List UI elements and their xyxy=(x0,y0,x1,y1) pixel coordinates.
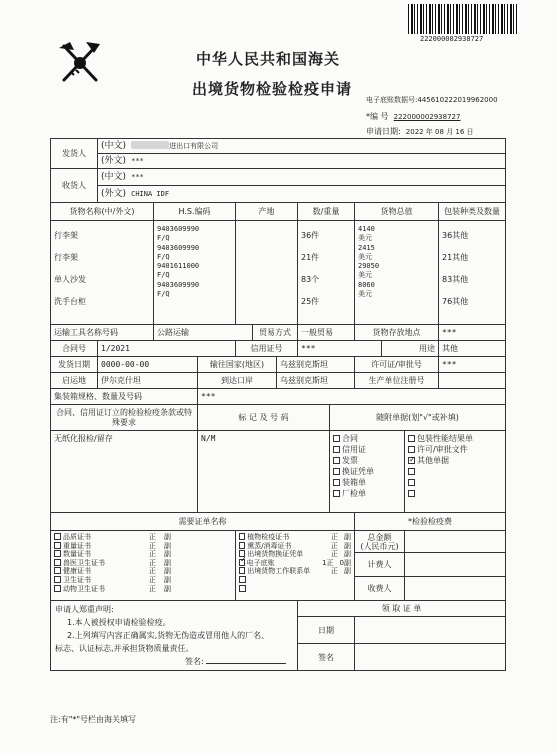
receive-header: 领 取 证 单 xyxy=(298,601,506,617)
storage-value: *** xyxy=(439,325,506,341)
calc-value xyxy=(405,553,506,577)
depart-label: 启运地 xyxy=(51,373,98,389)
receive-sign-label: 签名 xyxy=(298,644,355,671)
total-unit: (人民币元) xyxy=(360,541,399,551)
cert-item xyxy=(54,567,232,576)
attached-doc-label: 许可/审批文件 xyxy=(417,445,468,454)
declaration-title: 申请人郑重声明: xyxy=(55,605,114,614)
checkbox[interactable] xyxy=(54,542,61,549)
goods-hs-cell xyxy=(154,221,236,325)
fee-header: *检验检疫费 xyxy=(355,513,506,531)
declaration-sign-line[interactable] xyxy=(206,663,286,664)
goods-value: 4140 xyxy=(358,225,375,233)
goods-value: 29050 xyxy=(358,262,380,271)
receive-date-label: 日期 xyxy=(298,617,355,644)
cert-label: 品质证书 xyxy=(63,533,91,541)
footer-note: 注:有"*"号栏由海关填写 xyxy=(50,715,137,724)
dest-country-value: 乌兹别克斯坦 xyxy=(277,357,355,373)
goods-qty: 25件 xyxy=(301,297,320,306)
cert-copy-fu: 副 xyxy=(164,541,171,550)
attached-doc-item xyxy=(408,433,502,444)
apply-date xyxy=(366,126,474,137)
marks-header: 标 记 及 号 码 xyxy=(198,405,330,431)
cert-label: 动物卫生证书 xyxy=(63,584,105,593)
producer-label: 生产单位注册号 xyxy=(355,373,439,389)
ebill-label: 电子底账数据号: xyxy=(366,96,418,104)
cert-copy-zheng: 1正 xyxy=(322,558,334,567)
shipper-en-row xyxy=(98,154,506,169)
consignee-cn-row xyxy=(98,169,506,186)
checkbox[interactable] xyxy=(54,550,61,557)
checkbox[interactable] xyxy=(333,468,340,475)
cert-label: 健康证书 xyxy=(63,567,91,576)
trade-mode-value: 一般贸易 xyxy=(298,325,355,341)
arrive-value: 乌兹别克斯坦 xyxy=(277,373,355,389)
receive-sign-value[interactable] xyxy=(355,644,506,671)
attached-doc-label: 换证凭单 xyxy=(342,467,374,476)
goods-origin-cell xyxy=(236,221,298,325)
checkbox[interactable] xyxy=(54,559,61,566)
attached-doc-label: 信用证 xyxy=(342,445,366,454)
cert-copy-zheng: 正 xyxy=(331,567,338,576)
attached-doc-item xyxy=(408,466,502,477)
cert-label: 兽医卫生证书 xyxy=(63,558,105,567)
use-label: 用途 xyxy=(382,341,439,357)
permit-value: *** xyxy=(439,357,506,373)
attached-doc-label: 装箱单 xyxy=(342,478,366,487)
goods-currency: 美元 xyxy=(358,271,372,280)
cert-copy-zheng: 正 xyxy=(149,541,156,550)
declaration-cell xyxy=(51,601,298,671)
collect-label: 收费人 xyxy=(355,577,405,601)
checkbox[interactable] xyxy=(239,576,246,583)
contract-value: 1/2021 xyxy=(98,341,236,357)
attached-doc-item xyxy=(333,433,401,444)
checkbox[interactable] xyxy=(54,533,61,540)
calc-label: 计费人 xyxy=(355,553,405,577)
cert-label: 数量证书 xyxy=(63,550,91,559)
lc-value: *** xyxy=(298,341,382,357)
cert-item xyxy=(54,533,232,542)
trade-mode-label: 贸易方式 xyxy=(253,325,298,341)
cert-label: 熏蒸/消毒证书 xyxy=(247,541,292,550)
cert-copy-zheng: 正 xyxy=(149,550,156,559)
declaration-line2: 2.上列填写内容正确属实,货物无伪造或冒用他人的厂名、 xyxy=(67,631,270,640)
title-sub: 出境货物检验检疫申请 xyxy=(192,80,353,98)
shipper-cn-row xyxy=(98,139,506,154)
checkbox[interactable] xyxy=(54,585,61,592)
cert-copy-zheng: 正 xyxy=(149,558,156,567)
depart-value: 伊尔克什坦 xyxy=(98,373,198,389)
goods-pack: 83其他 xyxy=(442,275,469,284)
attached-doc-item xyxy=(333,477,401,488)
goods-qty: 36件 xyxy=(301,231,320,240)
shipper-label: 发货人 xyxy=(51,139,98,169)
arrive-label: 到达口岸 xyxy=(198,373,277,389)
total-amount-value xyxy=(405,531,506,553)
checkbox[interactable] xyxy=(333,435,340,442)
goods-currency: 美元 xyxy=(358,234,372,243)
hs-code: 9403609990 xyxy=(157,243,200,252)
declaration-line1: 1.本人被授权申请检验检疫。 xyxy=(67,618,171,627)
receive-date-value[interactable] xyxy=(355,617,506,644)
checkbox[interactable] xyxy=(408,446,415,453)
cert-copy-zheng: 正 xyxy=(149,533,156,541)
checkbox[interactable] xyxy=(239,542,245,549)
attached-doc-item xyxy=(408,477,502,488)
cert-copy-fu: 副 xyxy=(164,550,171,559)
application-table xyxy=(50,138,506,671)
goods-header-value: 货物总值 xyxy=(355,203,439,221)
cert-item xyxy=(239,542,351,551)
goods-header-pack: 包装种类及数量 xyxy=(439,203,506,221)
ebill-number xyxy=(366,95,498,105)
cert-label: 植物检疫证书 xyxy=(247,533,290,541)
cert-copy-fu: 副 xyxy=(344,533,351,541)
cert-copy-fu: 副 xyxy=(344,550,351,559)
cert-copy-fu: 副 xyxy=(344,541,351,550)
checkbox[interactable] xyxy=(408,435,415,442)
redacted-block xyxy=(131,141,169,149)
consignee-label: 收货人 xyxy=(51,169,98,203)
cert-item xyxy=(239,550,351,559)
goods-name: 洗手台柜 xyxy=(54,297,86,306)
goods-name: 单人沙发 xyxy=(54,275,86,284)
consignee-en-value: CHINA IDF xyxy=(131,189,170,198)
cert-copy-fu: 副 xyxy=(164,533,171,541)
serial-label: *编 号 xyxy=(366,112,389,121)
terms-value: 无纸化报检/留存 xyxy=(51,431,198,513)
apply-date-value: 2022 年 08 月 16 日 xyxy=(405,128,474,136)
attached-doc-item xyxy=(333,455,401,466)
total-label: 总金额 xyxy=(367,532,392,542)
hs-code-suffix: F/Q xyxy=(157,252,170,261)
cert-item xyxy=(54,585,232,594)
checkbox-checked[interactable] xyxy=(239,559,245,566)
cert-item xyxy=(239,585,351,594)
cert-copy-zheng: 正 xyxy=(149,567,156,576)
certs-header: 需要证单名称 xyxy=(51,513,355,531)
docs-right-list xyxy=(405,431,506,513)
checkbox[interactable] xyxy=(408,479,415,486)
goods-value: 2415 xyxy=(358,243,375,252)
attached-doc-item xyxy=(408,444,502,455)
barcode xyxy=(408,4,518,34)
hs-code-suffix: F/Q xyxy=(157,290,170,299)
goods-value-cell xyxy=(355,221,439,325)
goods-names-cell xyxy=(51,221,154,325)
consignee-cn-label: (中文) xyxy=(101,171,127,182)
hs-code-suffix: F/Q xyxy=(157,234,170,243)
cert-item xyxy=(239,567,351,576)
lc-label: 信用证号 xyxy=(236,341,298,357)
attached-doc-label: 厂检单 xyxy=(342,489,366,498)
goods-pack-cell xyxy=(439,221,506,325)
docs-header: 随附单据(划"√"或补填) xyxy=(330,405,506,431)
storage-label: 货物存放地点 xyxy=(355,325,439,341)
hs-code: 9403609990 xyxy=(157,280,200,289)
attached-doc-item xyxy=(333,444,401,455)
terms-header: 合同、信用证订立的检验检疫条款或特殊要求 xyxy=(51,405,198,431)
cert-copy-fu: 副 xyxy=(164,567,171,576)
contract-label: 合同号 xyxy=(51,341,98,357)
container-label: 集装箱规格、数量及号码 xyxy=(51,389,198,405)
shipper-cn-value: 进出口有限公司 xyxy=(169,141,219,150)
total-amount-label xyxy=(355,531,405,553)
attached-doc-label: 发票 xyxy=(342,456,358,465)
goods-pack: 76其他 xyxy=(442,297,469,306)
goods-header-hs: H.S.编码 xyxy=(154,203,236,221)
cert-copy-zheng: 正 xyxy=(149,575,156,584)
certs-left-list xyxy=(51,531,236,601)
cert-copy-zheng: 正 xyxy=(331,541,338,550)
goods-name: 行李架 xyxy=(54,253,78,262)
checkbox-checked[interactable] xyxy=(408,457,415,464)
cert-label: 出境货物换证凭单 xyxy=(247,550,304,559)
cert-label: 重量证书 xyxy=(63,541,91,550)
cert-item xyxy=(54,550,232,559)
serial-number xyxy=(366,111,460,122)
cert-item xyxy=(239,533,351,542)
goods-name: 行李架 xyxy=(54,231,78,240)
transport-tool-value: 公路运输 xyxy=(154,325,253,341)
attached-doc-item xyxy=(333,488,401,499)
checkbox[interactable] xyxy=(54,567,61,574)
goods-currency: 美元 xyxy=(358,252,372,261)
certs-right-list xyxy=(236,531,355,601)
cert-label: 电子底账 xyxy=(246,558,275,567)
goods-pack: 36其他 xyxy=(442,231,469,240)
ebill-value: 445610222019962000 xyxy=(417,96,498,104)
attached-doc-label: 其他单据 xyxy=(417,456,449,465)
ship-date-label: 发货日期 xyxy=(51,357,98,373)
hs-code-suffix: F/Q xyxy=(157,271,170,280)
checkbox[interactable] xyxy=(54,576,61,583)
barcode-number: 222000002938727 xyxy=(420,35,484,43)
cert-item xyxy=(54,576,232,585)
goods-pack: 21其他 xyxy=(442,253,469,262)
shipper-en-label: (外文) xyxy=(101,155,127,166)
checkbox[interactable] xyxy=(333,479,340,486)
cert-copy-fu: 副 xyxy=(164,584,171,593)
checkbox[interactable] xyxy=(408,490,415,497)
transport-tool-label: 运输工具名称号码 xyxy=(51,325,154,341)
cert-item xyxy=(239,576,351,585)
shipper-en-value: *** xyxy=(131,156,144,165)
hs-code: 9403609990 xyxy=(157,225,200,233)
permit-label: 许可证/审批号 xyxy=(355,357,439,373)
collect-value xyxy=(405,577,506,601)
goods-header-qty: 数/重量 xyxy=(298,203,355,221)
docs-left-list xyxy=(330,431,405,513)
goods-currency: 美元 xyxy=(358,290,372,299)
goods-header-origin: 产地 xyxy=(236,203,298,221)
checkbox[interactable] xyxy=(408,468,415,475)
hs-code: 9401611000 xyxy=(157,262,200,271)
use-value: 其他 xyxy=(439,341,506,357)
cert-copy-fu: 副 xyxy=(164,558,171,567)
cert-copy-zheng: 正 xyxy=(331,533,338,541)
apply-date-label: 申请日期: xyxy=(366,127,401,136)
cert-copy-zheng: 正 xyxy=(331,550,338,559)
checkbox[interactable] xyxy=(333,446,340,453)
cert-copy-fu: 副 xyxy=(344,567,351,576)
marks-value: N/M xyxy=(198,431,330,513)
cert-copy-fu: 0副 xyxy=(339,558,351,567)
serial-value: 222000002938727 xyxy=(393,113,461,121)
cert-label: 出境货物工作联系单 xyxy=(247,567,311,576)
shipper-cn-label: (中文) xyxy=(101,140,127,151)
customs-emblem-icon xyxy=(56,38,104,86)
checkbox[interactable] xyxy=(239,533,245,540)
checkbox[interactable] xyxy=(239,585,246,592)
title-main: 中华人民共和国海关 xyxy=(196,50,341,68)
goods-qty-cell xyxy=(298,221,355,325)
attached-doc-item xyxy=(408,455,502,466)
producer-value xyxy=(439,373,506,389)
goods-header-name: 货物名称(中/外文) xyxy=(51,203,154,221)
consignee-en-label: (外文) xyxy=(101,188,127,199)
declaration-line3: 标志、认证标志,并承担货物质量责任。 xyxy=(55,644,194,653)
attached-doc-item xyxy=(408,488,502,499)
cert-copy-fu: 副 xyxy=(164,575,171,584)
attached-doc-label: 合同 xyxy=(342,434,358,443)
ship-date-value: 0000-00-00 xyxy=(98,357,198,373)
checkbox[interactable] xyxy=(239,567,245,574)
cert-item xyxy=(54,542,232,551)
container-value: *** xyxy=(198,389,506,405)
consignee-cn-value: *** xyxy=(131,172,144,181)
goods-qty: 21件 xyxy=(301,253,320,262)
checkbox[interactable] xyxy=(333,490,340,497)
checkbox[interactable] xyxy=(333,457,340,464)
dest-country-label: 输往国家(地区) xyxy=(198,357,277,373)
goods-value: 8060 xyxy=(358,280,375,289)
cert-label: 卫生证书 xyxy=(63,575,91,584)
consignee-en-row xyxy=(98,186,506,203)
attached-doc-item xyxy=(333,466,401,477)
declaration-sign-label: 签名: xyxy=(185,657,204,666)
attached-doc-label: 包装性能结果单 xyxy=(417,434,473,443)
goods-qty: 83个 xyxy=(301,275,320,284)
cert-copy-zheng: 正 xyxy=(149,584,156,593)
